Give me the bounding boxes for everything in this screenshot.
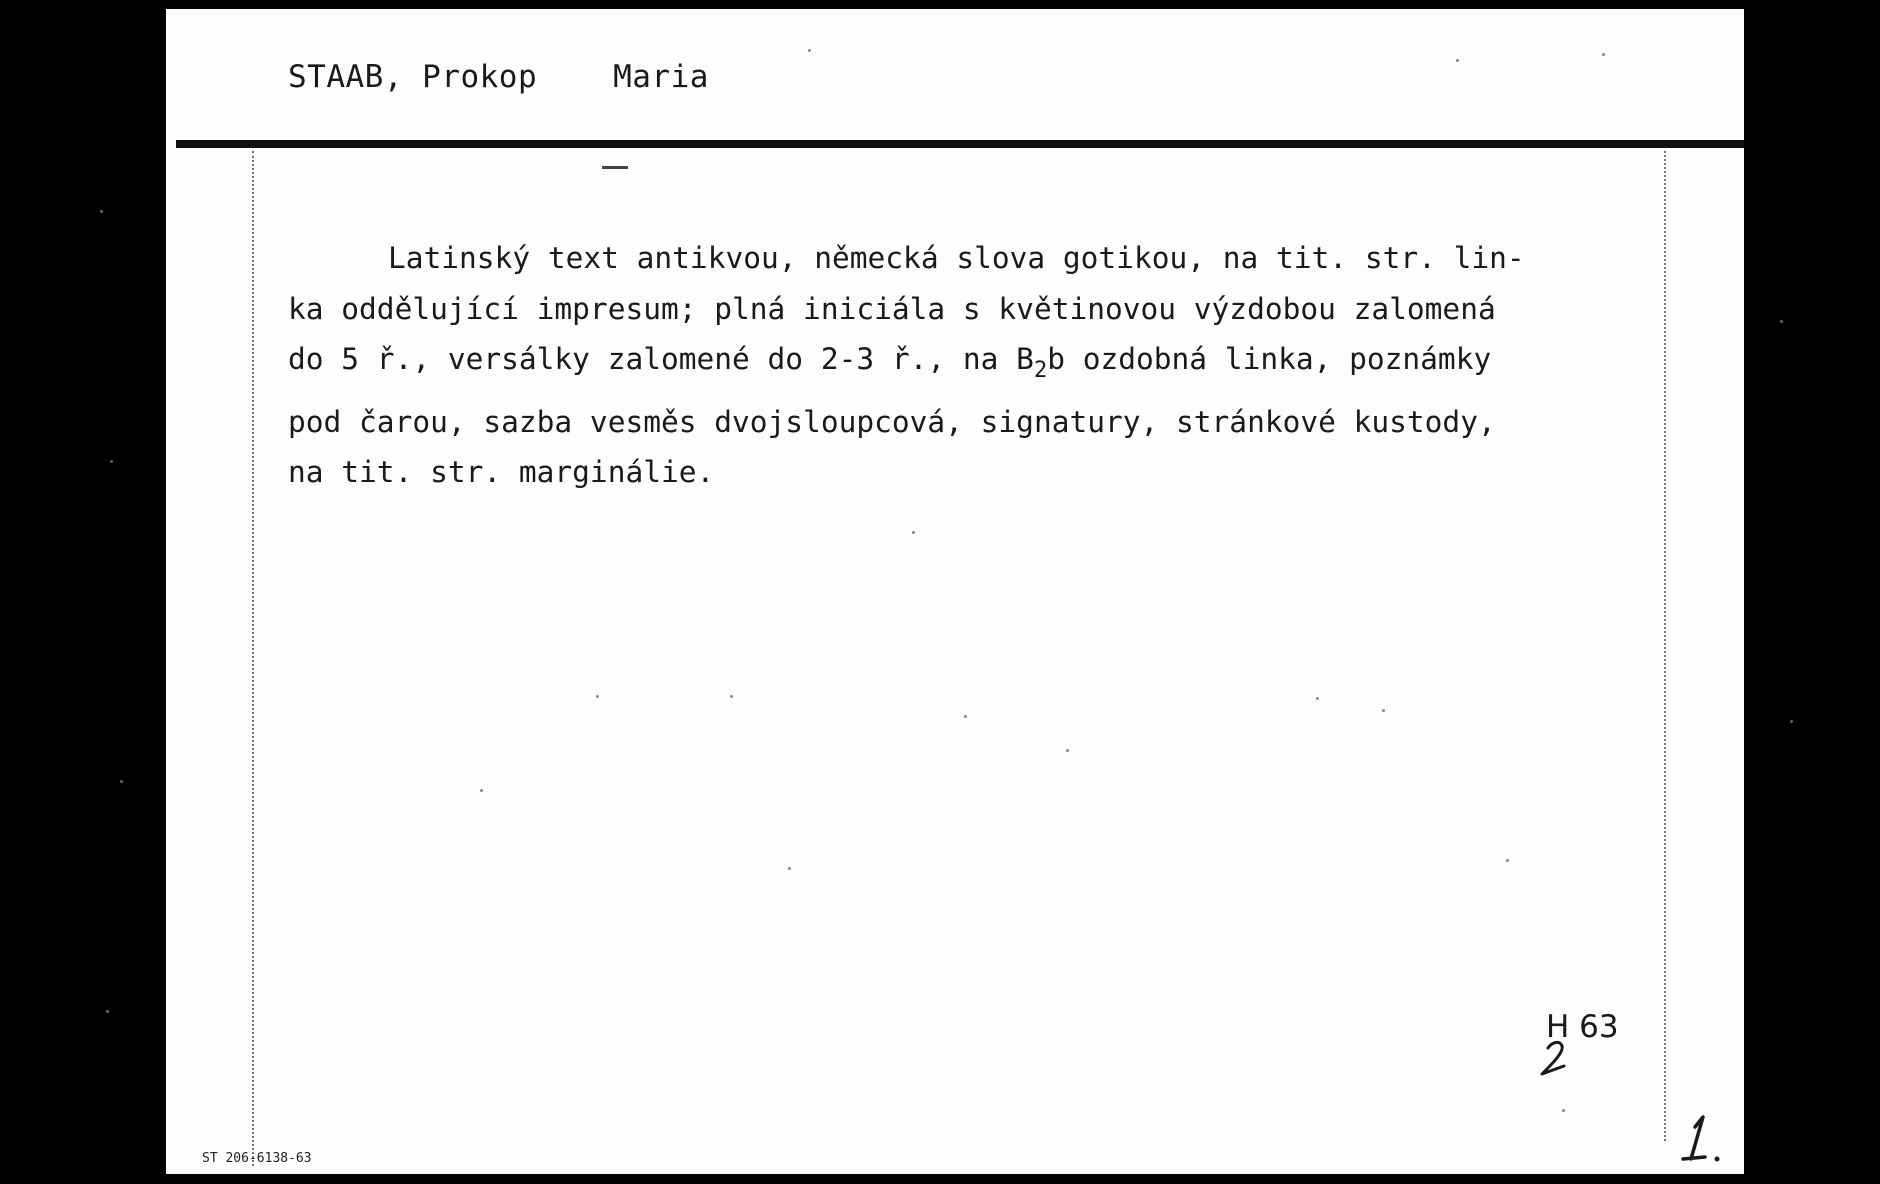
card-heading — [288, 59, 709, 95]
description-line-5: na tit. str. marginálie. — [288, 455, 715, 489]
description-line-1: Latinský text antikvou, německá slova gotikou, na tit. str. lin- — [388, 241, 1525, 275]
description-line-3 — [288, 334, 1648, 397]
stray-dash-mark — [602, 166, 628, 169]
speck — [788, 867, 791, 870]
handwritten-card-number-1 — [1677, 1109, 1725, 1169]
speck — [1066, 749, 1069, 752]
left-margin-line — [252, 151, 254, 1166]
speck — [808, 49, 811, 52]
heading-rule — [176, 140, 1744, 148]
speck — [1506, 859, 1509, 862]
speck — [480, 789, 483, 792]
speck — [964, 715, 967, 718]
heading-surname: STAAB, — [288, 59, 403, 95]
speck — [1780, 320, 1783, 323]
speck — [1316, 697, 1319, 700]
description-line-3-part-1: do 5 ř., versálky zalomené do 2-3 ř., na B — [288, 342, 1034, 376]
shelfmark-label: H 63 — [1546, 1009, 1619, 1045]
speck — [1382, 709, 1385, 712]
speck — [106, 1010, 109, 1013]
speck — [1562, 1109, 1565, 1112]
handwritten-mark-2 — [1534, 1024, 1594, 1084]
speck — [1602, 53, 1605, 56]
speck — [730, 695, 733, 698]
speck — [100, 210, 103, 213]
description-line-4: pod čarou, sazba vesměs dvojsloupcová, signatury, stránkové kustody, — [288, 404, 1496, 439]
catalog-card — [166, 9, 1744, 1174]
speck — [1790, 720, 1793, 723]
speck — [110, 460, 113, 463]
right-margin-line — [1664, 151, 1666, 1141]
signature-subscript: 2 — [1033, 358, 1048, 383]
speck — [120, 780, 123, 783]
speck — [596, 695, 599, 698]
description-line-3-part-2: b ozdobná linka, poznámky — [1047, 342, 1492, 376]
speck — [912, 531, 915, 534]
card-description — [288, 233, 1648, 498]
heading-given-name-2: Maria — [613, 59, 709, 95]
speck — [1456, 59, 1459, 62]
heading-given-name-1: Prokop — [422, 59, 538, 95]
footer-print-code: ST 206-6138-63 — [202, 1151, 312, 1166]
description-line-2: ka oddělující impresum; plná iniciála s květinovou výzdobou zalomená — [288, 291, 1496, 326]
